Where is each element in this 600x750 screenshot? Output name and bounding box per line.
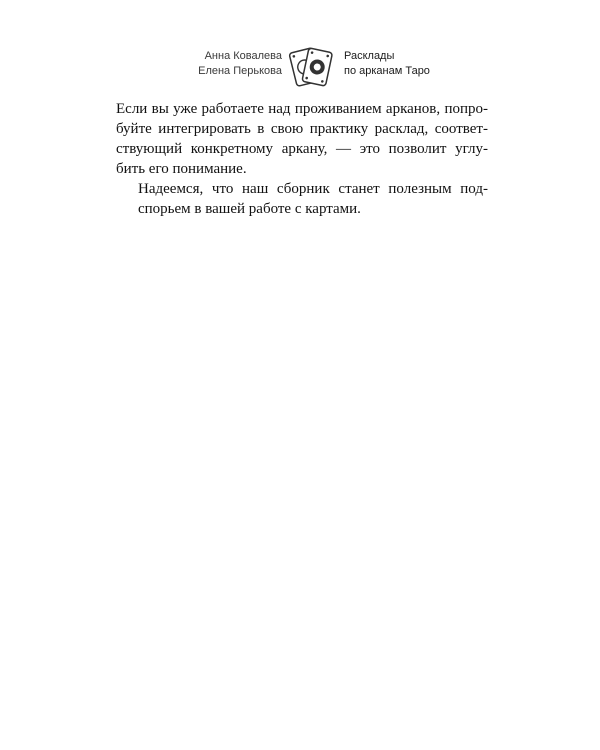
- text-line: Если вы уже работаете над проживанием арканов, попро-: [116, 101, 488, 117]
- tarot-cards-logo-icon: [287, 44, 335, 90]
- authors-block: [198, 49, 282, 79]
- page-body: [116, 99, 488, 219]
- paragraph: [116, 179, 488, 219]
- text-line: Надеемся, что наш сборник станет полезным под-: [138, 181, 488, 197]
- paragraph: [116, 99, 488, 179]
- author-name: Анна Ковалева: [204, 50, 282, 62]
- book-title-block: [344, 49, 430, 79]
- book-title-line: Расклады: [344, 50, 395, 62]
- author-name: Елена Перькова: [198, 65, 282, 77]
- text-line: бить его понимание.: [116, 161, 247, 177]
- text-line: ствующий конкретному аркану, — это позволит углу-: [116, 141, 488, 157]
- book-title-line: по арканам Таро: [344, 65, 430, 77]
- page-header: [0, 44, 600, 92]
- text-line: буйте интегрировать в свою практику расклад, соответ-: [116, 121, 488, 137]
- text-line: спорьем в вашей работе с картами.: [138, 201, 361, 217]
